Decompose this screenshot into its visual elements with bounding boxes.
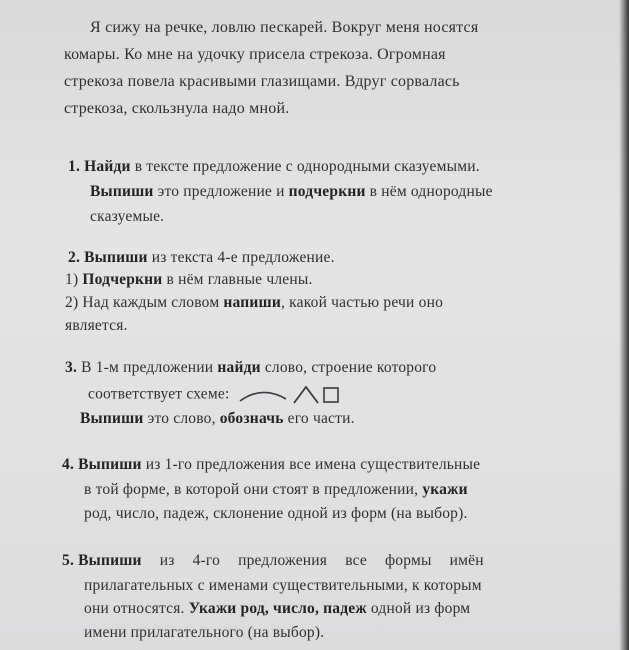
task-1-line-3: сказуемые.: [90, 208, 165, 225]
task-5-line-2: прилагательных с именами существительными, к которым: [84, 577, 482, 594]
morpheme-scheme: [234, 383, 350, 407]
prefix-arc-icon: [240, 392, 286, 401]
task-4-line-1: 4. Выпиши из 1-го предложения все имена существительные: [62, 456, 481, 473]
task-2-line-1: 2. Выпиши из текста 4-е предложение.: [68, 249, 335, 266]
task-2-number: 2.: [68, 249, 81, 266]
suffix-caret-icon: [294, 387, 318, 403]
task-3-line-1: 3. В 1-м предложении найди слово, строение которого: [65, 359, 437, 376]
task-4-number: 4.: [62, 456, 75, 473]
task-2-line-2: 1) Подчеркни в нём главные члены.: [65, 271, 313, 288]
task-4-line-3: род, число, падеж, склонение одной из форм (на выбор).: [84, 505, 468, 522]
task-1-number: 1.: [68, 158, 81, 175]
page-edge-shadow: [619, 0, 629, 650]
task-1-line-2: Выпиши это предложение и подчеркни в нём однородные: [90, 183, 493, 200]
ending-square-icon: [324, 388, 338, 402]
intro-line-1: Я сижу на речке, ловлю пескарей. Вокруг меня носятся: [90, 19, 479, 36]
intro-line-2: комары. Ко мне на удочку присела стрекоза. Огромная: [64, 46, 446, 63]
task-2-line-3: 2) Над каждым словом напиши, какой частью речи оно: [65, 294, 444, 311]
task-5-line-3: они относятся. Укажи род, число, падеж одной из форм: [84, 600, 471, 617]
task-3-line-3: Выпиши это слово, обозначь его части.: [80, 410, 355, 427]
task-1-line-1: 1. Найди в тексте предложение с однородными сказуемыми.: [68, 158, 480, 175]
task-1-verb-find: Найди: [84, 158, 131, 175]
intro-line-3: стрекоза повела красивыми глазищами. Вдруг сорвалась: [64, 73, 460, 90]
task-3-number: 3.: [65, 359, 78, 376]
task-4-line-2: в той форме, в которой они стоят в предложении, укажи: [84, 481, 468, 498]
task-5-line-1: 5. Выпиши из 4-го предложения все формы имён: [62, 552, 484, 569]
task-3-line-2: соответствует схеме:: [88, 383, 350, 407]
task-2-line-4: является.: [65, 317, 128, 334]
task-5-number: 5.: [62, 552, 75, 569]
intro-line-4: стрекоза, скользнула надо мной.: [64, 100, 290, 117]
task-5-line-4: имени прилагательного (на выбор).: [84, 624, 325, 641]
